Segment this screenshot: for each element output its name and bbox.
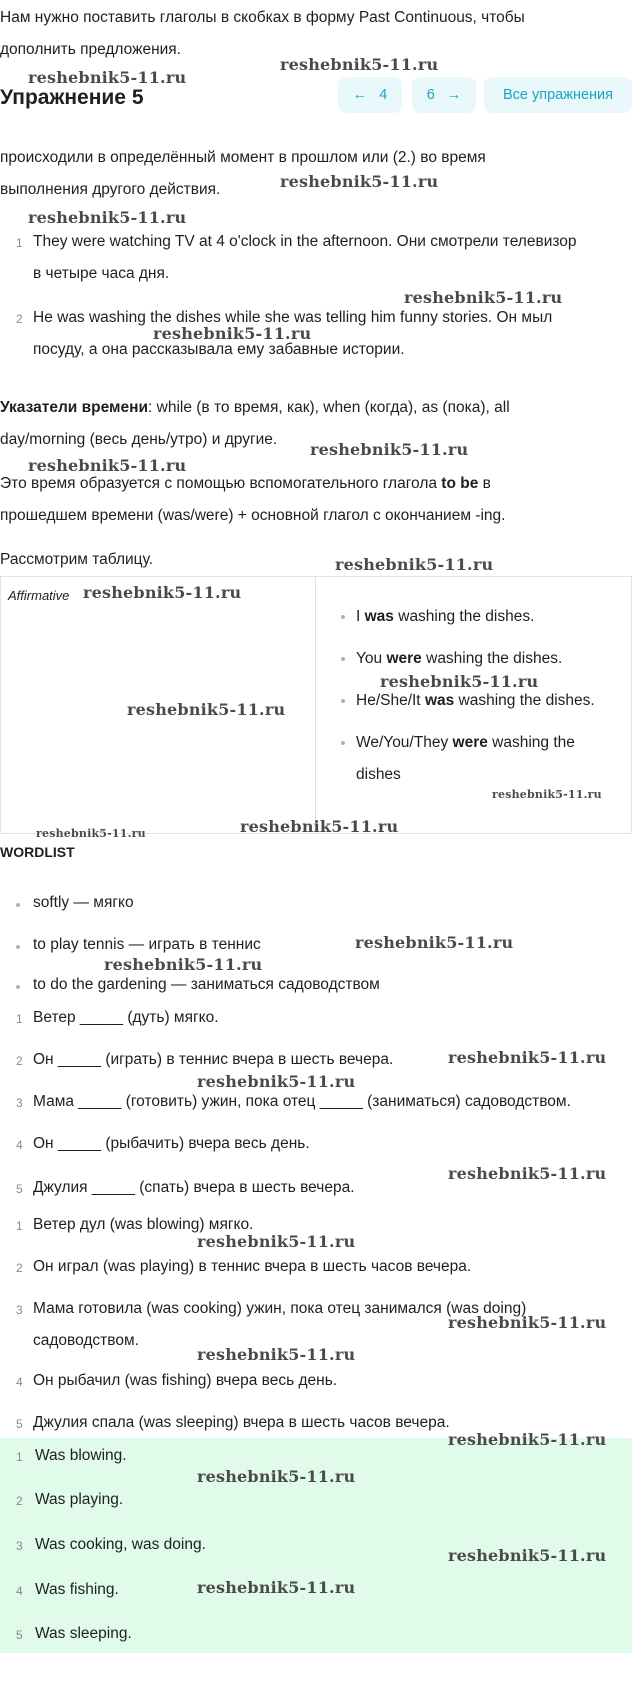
watermark: reshebnik5-11.ru — [197, 1467, 356, 1486]
watermark: reshebnik5-11.ru — [335, 555, 494, 574]
task-number: 5 — [16, 1182, 23, 1196]
table-row-continued: dishes — [356, 766, 401, 783]
watermark: reshebnik5-11.ru — [310, 440, 469, 459]
example-number: 1 — [16, 236, 23, 250]
answer-text: Was cooking, was doing. — [35, 1536, 206, 1553]
task-text: Джулия _____ (спать) вчера в шесть вечера. — [33, 1179, 355, 1196]
formation-line-2: прошедшем времени (was/were) + основной глагол с окончанием -ing. — [0, 507, 506, 524]
prev-exercise-label: 4 — [379, 87, 388, 103]
answer-number: 2 — [16, 1494, 23, 1508]
example-line: в четыре часа дня. — [33, 265, 170, 282]
watermark: reshebnik5-11.ru — [448, 1430, 607, 1449]
table-intro: Рассмотрим таблицу. — [0, 551, 154, 568]
wordlist-item: to do the gardening — заниматься садоводством — [33, 976, 380, 993]
example-line: посуду, а она рассказывала ему забавные истории. — [33, 341, 405, 358]
watermark: reshebnik5-11.ru — [492, 788, 602, 801]
table-row: You were washing the dishes. — [356, 650, 563, 667]
watermark: reshebnik5-11.ru — [28, 456, 187, 475]
next-exercise-button[interactable] — [412, 77, 476, 113]
watermark: reshebnik5-11.ru — [448, 1546, 607, 1565]
translation-text: Джулия спала (was sleeping) вчера в шесть часов вечера. — [33, 1414, 450, 1431]
translation-number: 2 — [16, 1261, 23, 1275]
formation-line-1 — [0, 474, 491, 494]
watermark: reshebnik5-11.ru — [448, 1164, 607, 1183]
task-number: 4 — [16, 1138, 23, 1152]
all-exercises-button[interactable]: Все упражнения — [484, 77, 632, 113]
watermark: reshebnik5-11.ru — [197, 1345, 356, 1364]
translation-text-continued: садоводством. — [33, 1332, 139, 1349]
translation-text: Он рыбачил (was fishing) вчера весь день. — [33, 1372, 338, 1389]
task-text: Он _____ (рыбачить) вчера весь день. — [33, 1135, 310, 1152]
example-number: 2 — [16, 312, 23, 326]
answer-text: Was fishing. — [35, 1581, 119, 1598]
example-line: He was washing the dishes while she was telling him funny stories. Он мыл — [33, 309, 553, 326]
translation-number: 5 — [16, 1417, 23, 1431]
translation-number: 3 — [16, 1303, 23, 1317]
wordlist-item: softly — мягко — [33, 894, 134, 911]
table-row: We/You/They were washing the — [356, 734, 575, 751]
theory-line-1: происходили в определённый момент в прошлом или (2.) во время — [0, 149, 486, 166]
wordlist-title: WORDLIST — [0, 844, 75, 860]
arrow-right-icon: → — [446, 87, 462, 103]
watermark: reshebnik5-11.ru — [404, 288, 563, 307]
example-line: They were watching TV at 4 o'clock in the afternoon. Они смотрели телевизор — [33, 233, 577, 250]
intro-line-1: Нам нужно поставить глаголы в скобках в форму Past Continuous, чтобы — [0, 9, 525, 26]
theory-line-2: выполнения другого действия. — [0, 181, 221, 198]
time-markers-text: : while (в то время, как), when (когда), as (пока), all — [148, 399, 510, 416]
task-number: 3 — [16, 1096, 23, 1110]
task-number: 1 — [16, 1012, 23, 1026]
answer-number: 3 — [16, 1539, 23, 1553]
watermark: reshebnik5-11.ru — [355, 933, 514, 952]
watermark: reshebnik5-11.ru — [28, 208, 187, 227]
table-row: I was washing the dishes. — [356, 608, 535, 625]
table-row: He/She/It was washing the dishes. — [356, 692, 595, 709]
task-number: 2 — [16, 1054, 23, 1068]
answer-text: Was blowing. — [35, 1447, 127, 1464]
prev-exercise-button[interactable] — [338, 77, 402, 113]
watermark: reshebnik5-11.ru — [197, 1232, 356, 1251]
watermark: reshebnik5-11.ru — [280, 172, 439, 191]
page-title: Упражнение 5 — [0, 86, 144, 109]
watermark: reshebnik5-11.ru — [36, 827, 146, 840]
watermark: reshebnik5-11.ru — [197, 1072, 356, 1091]
translation-text: Он играл (was playing) в теннис вчера в шесть часов вечера. — [33, 1258, 472, 1275]
task-text: Мама _____ (готовить) ужин, пока отец _____ (заниматься) садоводством. — [33, 1093, 571, 1110]
watermark: reshebnik5-11.ru — [380, 672, 539, 691]
formation-text: Это время образуется с помощью вспомогательного глагола — [0, 475, 442, 492]
watermark: reshebnik5-11.ru — [153, 324, 312, 343]
time-markers — [0, 398, 510, 418]
watermark: reshebnik5-11.ru — [28, 68, 187, 87]
formation-bold: to be — [441, 475, 479, 492]
answer-text: Was sleeping. — [35, 1625, 132, 1642]
watermark: reshebnik5-11.ru — [448, 1313, 607, 1332]
watermark: reshebnik5-11.ru — [448, 1048, 607, 1067]
formation-text-end: в — [478, 475, 491, 492]
answer-text: Was playing. — [35, 1491, 124, 1508]
translation-number: 4 — [16, 1375, 23, 1389]
time-markers-line-2: day/morning (весь день/утро) и другие. — [0, 431, 278, 448]
watermark: reshebnik5-11.ru — [240, 817, 399, 836]
watermark: reshebnik5-11.ru — [104, 955, 263, 974]
task-text: Ветер _____ (дуть) мягко. — [33, 1009, 219, 1026]
arrow-left-icon: ← — [352, 87, 368, 103]
translation-text: Мама готовила (was cooking) ужин, пока отец занимался (was doing) — [33, 1300, 527, 1317]
translation-text: Ветер дул (was blowing) мягко. — [33, 1216, 254, 1233]
answer-number: 4 — [16, 1584, 23, 1598]
time-markers-label: Указатели времени — [0, 399, 149, 416]
intro-line-2: дополнить предложения. — [0, 41, 181, 58]
next-exercise-label: 6 — [426, 87, 435, 103]
task-text: Он _____ (играть) в теннис вчера в шесть вечера. — [33, 1051, 394, 1068]
watermark: reshebnik5-11.ru — [127, 700, 286, 719]
answer-number: 1 — [16, 1450, 23, 1464]
answer-number: 5 — [16, 1628, 23, 1642]
translation-number: 1 — [16, 1219, 23, 1233]
wordlist-item: to play tennis — играть в теннис — [33, 936, 261, 953]
watermark: reshebnik5-11.ru — [83, 583, 242, 602]
watermark: reshebnik5-11.ru — [280, 55, 439, 74]
watermark: reshebnik5-11.ru — [197, 1578, 356, 1597]
affirmative-label: Affirmative — [8, 588, 70, 603]
